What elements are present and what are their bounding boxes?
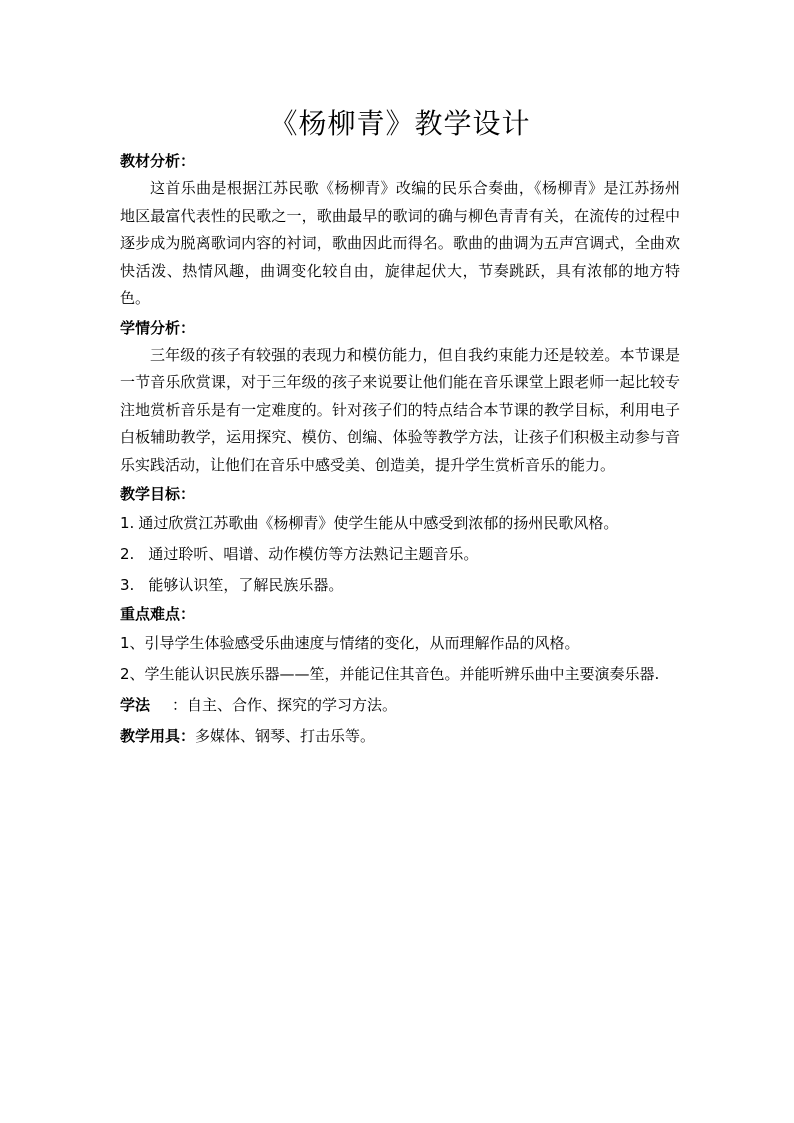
material-analysis-heading: 教材分析： xyxy=(120,152,196,170)
goal-item-text: 能够认识笙，了解民族乐器。 xyxy=(148,576,344,594)
student-analysis-heading: 学情分析： xyxy=(120,318,196,337)
document-title: 《杨柳青》教学设计 xyxy=(269,107,531,140)
goal-item xyxy=(120,508,680,539)
goal-item xyxy=(120,539,680,570)
document-content xyxy=(120,104,680,752)
goal-item-number: 1. xyxy=(120,514,135,532)
key-points-heading: 重点难点： xyxy=(120,605,196,623)
key-point-item xyxy=(120,628,680,659)
key-point-item xyxy=(120,659,680,690)
key-point-number: 2、 xyxy=(120,665,145,683)
goal-item-number: 2. xyxy=(120,545,135,563)
student-analysis-text: 三年级的孩子有较强的表现力和模仿能力，但自我约束能力还是较差。本节课是一节音乐欣赏课，对于三年级的孩子来说要让他们能在音乐课堂上跟老师一起比较专注地赏析音乐是有一定难度的。针对孩子们的特点结合本节课的教学目标，利用电子白板辅助教学，运用探究、模仿、创编、体验等教学方法，让孩子们积极主动参与音乐实践活动，让他们在音乐中感受美、创造美，提升学生赏析音乐的能力。 xyxy=(120,345,680,474)
goal-item-text: 通过欣赏江苏歌曲《杨柳青》使学生能从中感受到浓郁的扬州民歌风格。 xyxy=(138,514,619,532)
learning-method-text: ：自主、合作、探究的学习方法。 xyxy=(172,696,398,714)
teaching-goals-heading: 教学目标： xyxy=(120,485,196,503)
goal-item-number: 3. xyxy=(120,576,135,594)
teaching-tools-label: 教学用具： xyxy=(120,727,196,745)
key-point-text: 学生能认识民族乐器——笙，并能记住其音色。并能听辨乐曲中主要演奏乐器. xyxy=(144,665,660,683)
goal-item-text: 通过聆听、唱谱、动作模仿等方法熟记主题音乐。 xyxy=(148,545,479,563)
goal-item xyxy=(120,570,680,601)
teaching-tools-line xyxy=(120,721,680,752)
learning-method-line xyxy=(120,690,680,721)
learning-method-label: 学法 xyxy=(120,696,151,714)
key-point-number: 1、 xyxy=(120,634,145,652)
key-point-text: 引导学生体验感受乐曲速度与情绪的变化，从而理解作品的风格。 xyxy=(144,634,580,652)
teaching-tools-text: 多媒体、钢琴、打击乐等。 xyxy=(195,727,376,745)
material-analysis-text: 这首乐曲是根据江苏民歌《杨柳青》改编的民乐合奏曲，《杨柳青》是江苏扬州地区最富代表性的民歌之一，歌曲最早的歌词的确与柳色青青有关，在流传的过程中逐步成为脱离歌词内容的衬词，歌曲因此而得名。歌曲的曲调为五声宫调式，全曲欢快活泼、热情风趣，曲调变化较自由，旋律起伏大，节奏跳跃，具有浓郁的地方特色。 xyxy=(120,179,680,307)
